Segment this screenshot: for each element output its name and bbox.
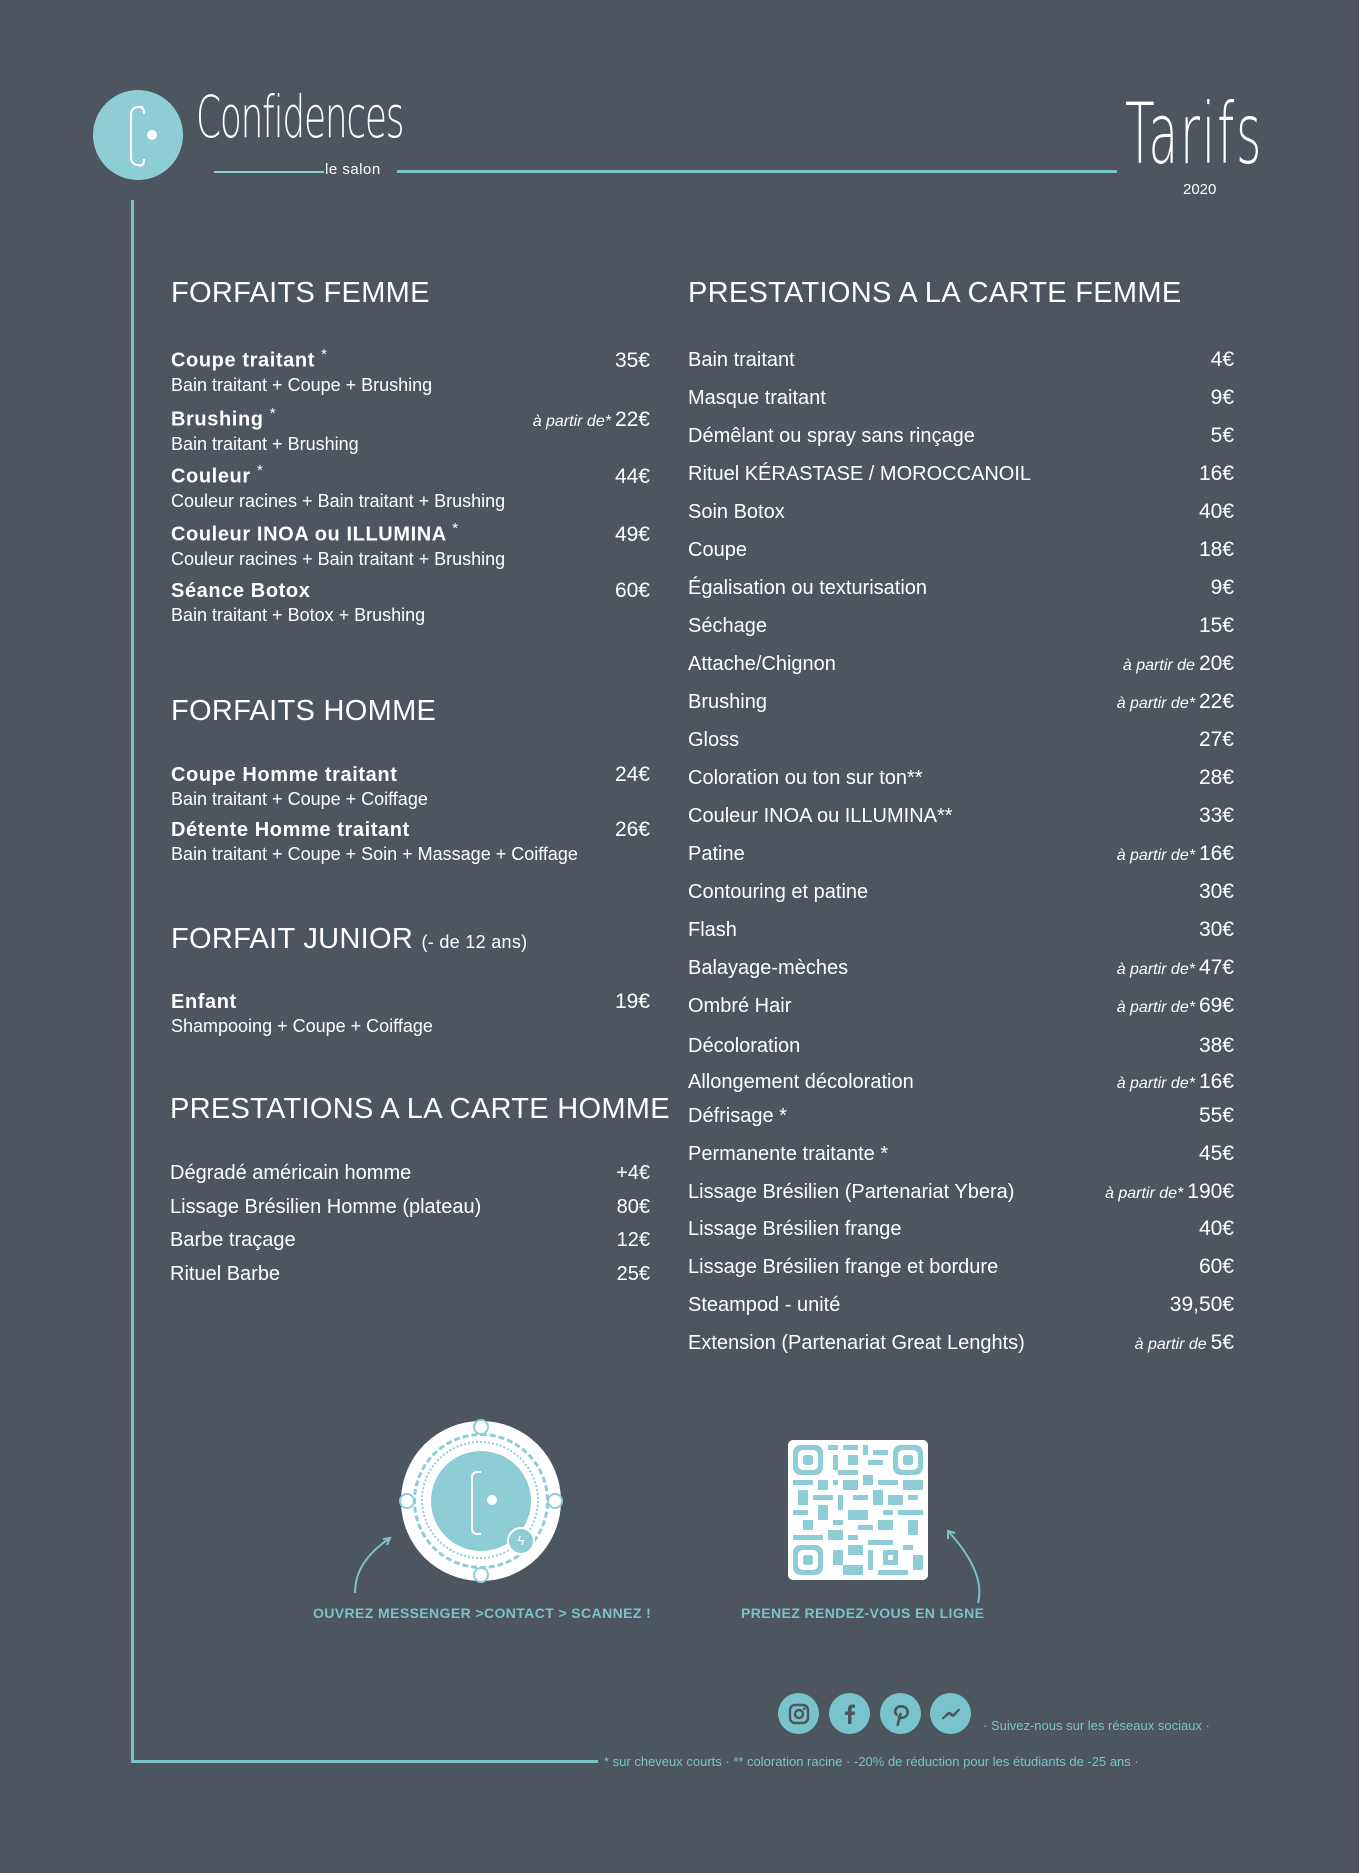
price-row: Bain traitant 4€: [688, 348, 1234, 371]
package-name: Détente Homme traitant: [171, 819, 410, 841]
frame-bottom-line: [131, 1760, 598, 1763]
price-row: Démêlant ou spray sans rinçage 5€: [688, 424, 1234, 447]
section-title-carte-femme: PRESTATIONS A LA CARTE FEMME: [688, 277, 1182, 309]
code-anchor-dot: [473, 1419, 489, 1435]
price-row: Rituel KÉRASTASE / MOROCCANOIL 16€: [688, 462, 1234, 485]
price-row: Soin Botox 40€: [688, 500, 1234, 523]
price-row: Permanente traitante * 45€: [688, 1142, 1234, 1165]
messenger-icon: [936, 1699, 966, 1729]
package-description: Bain traitant + Coupe + Coiffage: [171, 789, 428, 809]
package-item: [171, 346, 650, 396]
pinterest-icon: [888, 1701, 914, 1727]
frame-left-line: [131, 200, 134, 1763]
package-description: Shampooing + Coupe + Coiffage: [171, 1016, 433, 1036]
price-row: Séchage 15€: [688, 614, 1234, 637]
price-row: Extension (Partenariat Great Lenghts) à partir de 5€: [688, 1331, 1234, 1354]
price-row: Balayage-mèches à partir de* 47€: [688, 956, 1234, 979]
price-row: Égalisation ou texturisation 9€: [688, 576, 1234, 599]
instagram-icon: [787, 1702, 811, 1726]
section-subtitle: (- de 12 ans): [421, 932, 528, 952]
page-title: Tarifs: [1125, 85, 1264, 183]
package-description: Couleur racines + Bain traitant + Brushing: [171, 490, 506, 511]
package-price: 35€: [614, 348, 650, 372]
header-divider: [397, 170, 1117, 173]
section-title-forfaits-homme: FORFAITS HOMME: [171, 695, 437, 727]
price-row: Patine à partir de* 16€: [688, 842, 1234, 865]
brand-underline: [214, 171, 324, 173]
package-price: 26€: [614, 818, 650, 841]
messenger-button[interactable]: [930, 1693, 971, 1734]
price-row: Défrisage * 55€: [688, 1104, 1234, 1127]
section-title-carte-homme: PRESTATIONS A LA CARTE HOMME: [170, 1093, 670, 1125]
brand-name: Confidences: [196, 83, 404, 151]
package-description: Couleur racines + Bain traitant + Brushing: [171, 548, 506, 569]
package-name: Séance Botox: [171, 580, 311, 602]
package-price: à partir de* 22€: [532, 407, 650, 431]
price-row: Barbe traçage 12€: [170, 1229, 650, 1251]
price-row: Gloss 27€: [688, 728, 1234, 751]
pinterest-button[interactable]: [880, 1693, 921, 1734]
section-title-forfait-junior: FORFAIT JUNIOR (- de 12 ans): [171, 923, 528, 955]
package-name: Couleur *: [171, 462, 264, 488]
package-item: [171, 579, 650, 626]
package-description: Bain traitant + Coupe + Soin + Massage + Coiffage: [171, 844, 578, 864]
price-row: Coloration ou ton sur ton** 28€: [688, 766, 1234, 789]
price-row: Masque traitant 9€: [688, 386, 1234, 409]
price-row: Flash 30€: [688, 918, 1234, 941]
price-row: Lissage Brésilien frange et bordure 60€: [688, 1255, 1234, 1278]
price-row: Couleur INOA ou ILLUMINA** 33€: [688, 804, 1234, 827]
package-item: [171, 818, 650, 865]
qr-code-icon: [788, 1440, 928, 1580]
package-name: Coupe traitant *: [171, 346, 328, 372]
logo-mark: [93, 90, 183, 180]
logo-dot: [147, 130, 157, 140]
package-name: Brushing *: [171, 405, 277, 431]
logo-c-glyph: [130, 106, 143, 166]
package-price: 19€: [614, 990, 650, 1013]
price-row: Rituel Barbe 25€: [170, 1262, 650, 1285]
logo-c-glyph: [471, 1471, 481, 1535]
code-anchor-dot: [547, 1493, 563, 1509]
package-item: [171, 405, 650, 455]
messenger-caption: OUVREZ MESSENGER >CONTACT > SCANNEZ !: [313, 1605, 652, 1621]
price-row: Lissage Brésilien (Partenariat Ybera) à partir de* 190€: [688, 1180, 1234, 1203]
package-name: Coupe Homme traitant: [171, 764, 398, 786]
price-row: Coupe 18€: [688, 538, 1234, 561]
package-name: Couleur INOA ou ILLUMINA *: [171, 520, 459, 546]
price-row: Lissage Brésilien frange 40€: [688, 1217, 1234, 1240]
messenger-badge-icon: ϟ: [507, 1527, 535, 1555]
logo-dot: [487, 1495, 497, 1505]
package-description: Bain traitant + Brushing: [171, 433, 359, 454]
facebook-button[interactable]: [829, 1693, 870, 1734]
package-description: Bain traitant + Botox + Brushing: [171, 605, 426, 625]
package-price: 24€: [614, 763, 650, 786]
follow-us-text: · Suivez-nous sur les réseaux sociaux ·: [983, 1718, 1210, 1733]
package-description: Bain traitant + Coupe + Brushing: [171, 374, 433, 395]
price-row: Brushing à partir de* 22€: [688, 690, 1234, 713]
price-list-femme: [688, 348, 1234, 1369]
package-price: 60€: [614, 579, 650, 602]
brand-subtitle: le salon: [325, 161, 381, 178]
price-row: Dégradé américain homme +4€: [170, 1162, 650, 1184]
section-title-forfaits-femme: FORFAITS FEMME: [171, 277, 430, 309]
qr-caption: PRENEZ RENDEZ-VOUS EN LIGNE: [741, 1605, 985, 1621]
facebook-icon: [838, 1702, 862, 1726]
footnote: * sur cheveux courts · ** coloration racine · -20% de réduction pour les étudiants de -25 ans ·: [604, 1754, 1139, 1769]
price-row: Allongement décoloration à partir de* 16€: [688, 1070, 1234, 1093]
page-year: 2020: [1183, 181, 1217, 198]
price-row: Steampod - unité 39,50€: [688, 1293, 1234, 1316]
package-item: [171, 763, 650, 810]
price-row: Lissage Brésilien Homme (plateau) 80€: [170, 1195, 650, 1218]
price-row: Décoloration 38€: [688, 1034, 1234, 1057]
arrow-icon: [350, 1535, 395, 1595]
price-row: Contouring et patine 30€: [688, 880, 1234, 903]
instagram-button[interactable]: [778, 1693, 819, 1734]
package-price: 49€: [614, 522, 650, 546]
price-list-homme: [170, 1162, 650, 1296]
price-row: Ombré Hair à partir de* 69€: [688, 994, 1234, 1017]
code-anchor-dot: [473, 1567, 489, 1583]
package-item: [171, 990, 650, 1037]
package-item: [171, 462, 650, 512]
package-price: 44€: [614, 464, 650, 488]
price-row: Attache/Chignon à partir de 20€: [688, 652, 1234, 675]
arrow-icon: [940, 1525, 985, 1605]
booking-qr-code[interactable]: [788, 1440, 928, 1580]
package-item: [171, 520, 650, 570]
code-anchor-dot: [399, 1493, 415, 1509]
messenger-scan-code[interactable]: [401, 1421, 561, 1581]
package-name: Enfant: [171, 991, 237, 1013]
